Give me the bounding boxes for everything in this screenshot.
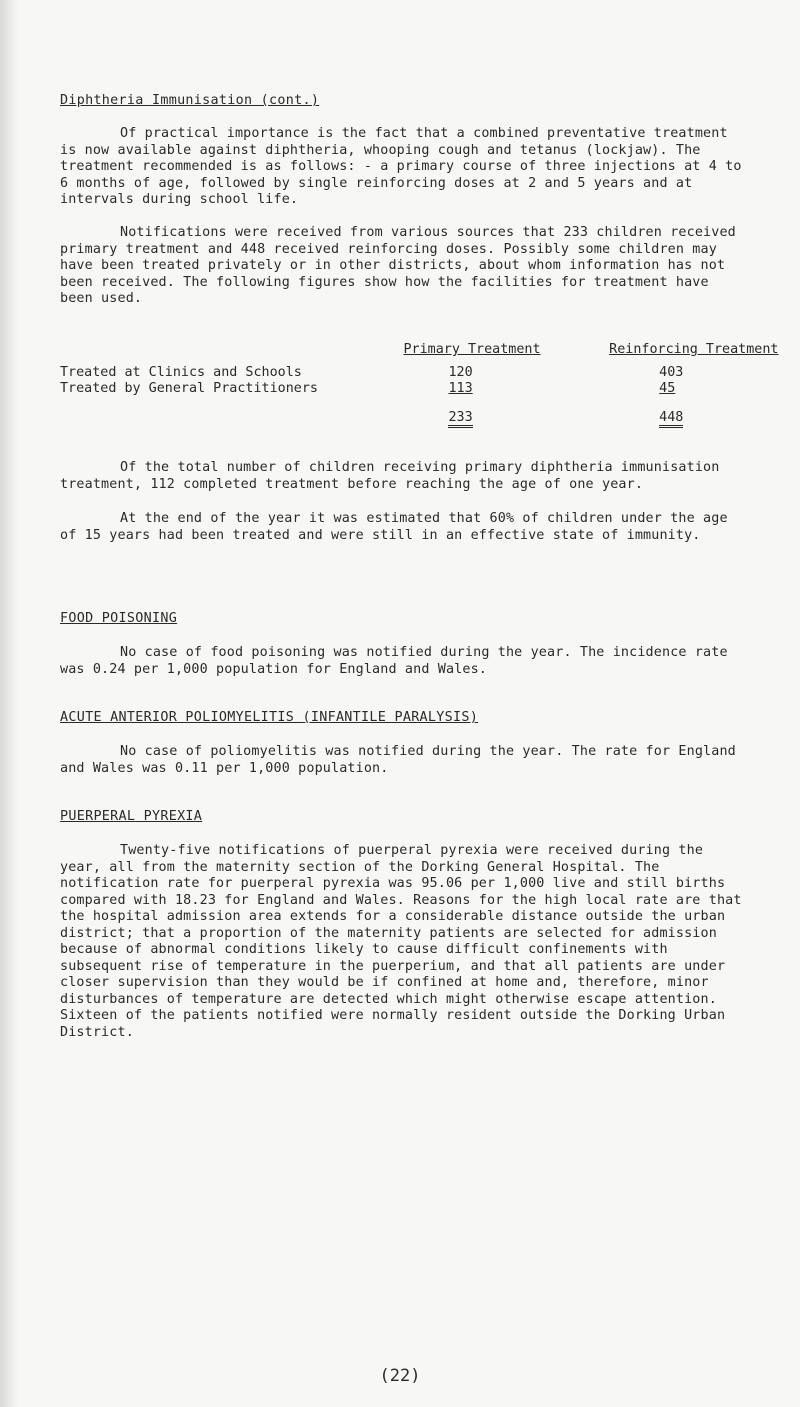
table-row — [60, 381, 800, 398]
paragraph-estimate: At the end of the year it was estimated that 60% of children under the age of 15 years had been treated and were still in an effective state of immunity. — [60, 511, 728, 543]
paragraph-puerperal-pyrexia: Twenty-five notifications of puerperal pyrexia were received during the year, all from the maternity section of the Dorking General Hospital. The notification rate for puerperal pyrexia was 95.06 per 1,000 live and still births compared with 18.23 for England and Wales. Reasons for the high local rate are that the hospital admission area extends for a considerable distance outside the urban district; that a proportion of the maternity patients are selected for admission because of abnormal conditions likely to cause difficult confinements with subsequent rise of temperature in the puerperium, and that all patients are under closer supervision than they would be if confined at home and, therefore, minor disturbances of temperature are detected which might otherwise escape attention. Sixteen of the patients notified were normally resident outside the Dorking Urban District. — [60, 843, 742, 1040]
page-number: (22) — [379, 1366, 421, 1386]
treatment-table — [60, 342, 800, 428]
section-heading-puerperal-pyrexia: PUERPERAL PYREXIA — [60, 809, 203, 824]
cell-reinforcing-gps: 45 — [659, 381, 676, 396]
total-primary: 233 — [448, 410, 472, 428]
table-row — [60, 365, 800, 382]
total-reinforcing: 448 — [659, 410, 683, 428]
row-label-clinics: Treated at Clinics and Schools — [60, 364, 302, 380]
cell-reinforcing-clinics: 403 — [659, 364, 684, 380]
cell-primary-clinics: 120 — [448, 364, 473, 380]
paragraph-poliomyelitis: No case of poliomyelitis was notified during the year. The rate for England and Wales was 0.11 per 1,000 population. — [60, 744, 736, 776]
paragraph-notifications: Notifications were received from various sources that 233 children received primary treatment and 448 received reinforcing doses. Possibly some children may have been treated privately or in other districts, about whom information has not been received. The following figures show how the facilities for treatment have been used. — [60, 225, 736, 306]
table-header-row — [60, 342, 800, 359]
table-total-row — [60, 398, 800, 428]
page-edge-shadow — [0, 0, 18, 1407]
section-heading-diphtheria: Diphtheria Immunisation (cont.) — [60, 93, 320, 108]
paragraph-food-poisoning: No case of food poisoning was notified during the year. The incidence rate was 0.24 per 1,000 population for England and Wales. — [60, 645, 728, 677]
row-label-gps: Treated by General Practitioners — [60, 381, 318, 396]
paragraph-practical-importance: Of practical importance is the fact that a combined preventative treatment is now available against diphtheria, whooping cough and tetanus (lockjaw). The treatment recommended is as follows: - a primary course of three injections at 4 to 6 months of age, followed by single reinforcing doses at 2 and 5 years and at intervals during school life. — [60, 126, 742, 207]
section-heading-poliomyelitis: ACUTE ANTERIOR POLIOMYELITIS (INFANTILE PARALYSIS) — [60, 710, 479, 725]
header-reinforcing-treatment: Reinforcing Treatment — [609, 342, 779, 357]
cell-primary-gps: 113 — [448, 381, 473, 396]
section-heading-food-poisoning: FOOD POISONING — [60, 611, 178, 626]
table-header-blank — [60, 342, 403, 359]
header-primary-treatment: Primary Treatment — [403, 342, 541, 357]
paragraph-total-number: Of the total number of children receiving primary diphtheria immunisation treatment, 112 completed treatment before reaching the age of one year. — [60, 460, 720, 492]
